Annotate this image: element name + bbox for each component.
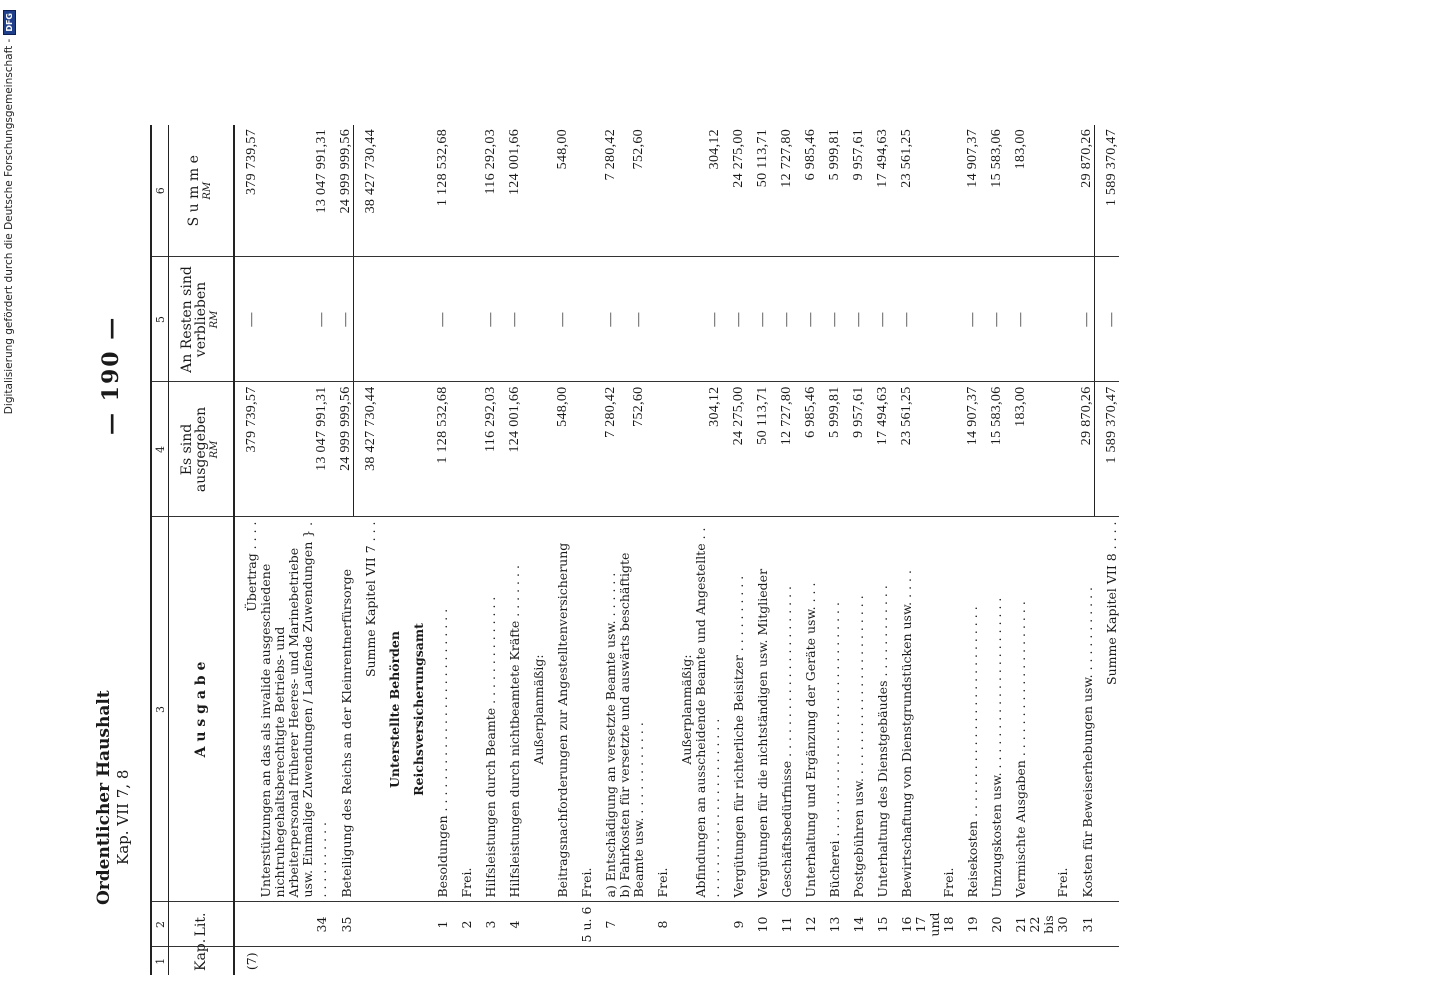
row-reste [1028,257,1070,382]
table-row [354,125,379,975]
row-description: Reichsversicherungsamt [402,517,426,902]
row-summe: 13 047 991,31 [259,125,329,257]
row-reste [402,257,426,382]
row-kap [694,947,722,975]
row-summe: 12 727,80 [770,125,794,257]
row-lit: 4 [498,902,522,947]
row-lit: 31 [1070,902,1095,947]
col-num-2: 2 [151,902,169,947]
row-description: Postgebühren usw. . . . . . . . . . . . . . . . . . . . . . . . [842,517,866,902]
row-kap [746,947,770,975]
row-reste: — [1095,257,1120,382]
row-description: Frei. [914,517,956,902]
row-lit [670,902,694,947]
row-reste: — [890,257,914,382]
row-ausgegeben: 14 907,37 [956,382,980,517]
table-row [1095,125,1120,975]
dfg-logo: DFG [3,10,16,35]
header-title: Ordentlicher Haushalt [94,690,114,905]
header-ausgabe-text: A u s g a b e [193,661,209,758]
col-num-6: 6 [151,125,169,257]
table-row [402,125,426,975]
row-kap [646,947,670,975]
row-ausgegeben: 12 727,80 [770,382,794,517]
row-ausgegeben: 7 280,42 [594,382,618,517]
row-lit: 15 [866,902,890,947]
row-description: Frei. [1028,517,1070,902]
row-reste [354,257,379,382]
row-description: Besoldungen . . . . . . . . . . . . . . . . . . . . . . . . . . [426,517,450,902]
row-lit [1095,902,1120,947]
row-summe: 548,00 [546,125,570,257]
row-summe [402,125,426,257]
row-kap [722,947,746,975]
row-kap [498,947,522,975]
row-lit: 20 [980,902,1004,947]
row-lit: 3 [474,902,498,947]
row-reste [646,257,670,382]
row-lit: 12 [794,902,818,947]
row-summe [570,125,594,257]
row-kap [402,947,426,975]
row-ausgegeben: 38 427 730,44 [354,382,379,517]
table-row [866,125,890,975]
row-reste: — [980,257,1004,382]
table-row [329,125,354,975]
row-ausgegeben: 17 494,63 [866,382,890,517]
row-kap [1070,947,1095,975]
row-kap [259,947,329,975]
row-lit: 35 [329,902,354,947]
digitization-credit [2,0,16,1000]
row-reste: — [694,257,722,382]
row-description: Außerplanmäßig: [522,517,546,902]
row-reste: — [546,257,570,382]
table-row [1004,125,1028,975]
row-ausgegeben: 379 739,57 [234,382,259,517]
row-description: Frei. [646,517,670,902]
row-lit: 5 u. 6 [570,902,594,947]
table-row [914,125,956,975]
row-reste: — [618,257,646,382]
col-num-4: 4 [151,382,169,517]
row-lit: 13 [818,902,842,947]
row-reste [378,257,402,382]
row-summe: 7 280,42 [594,125,618,257]
row-summe [646,125,670,257]
row-ausgegeben: 13 047 991,31 [259,382,329,517]
row-ausgegeben [378,382,402,517]
row-reste [670,257,694,382]
row-ausgegeben: 548,00 [546,382,570,517]
table-body [234,125,1119,975]
row-lit [546,902,570,947]
row-summe: 17 494,63 [866,125,890,257]
table-row [1070,125,1095,975]
unit-reste: RM [209,310,220,329]
row-summe: 304,12 [694,125,722,257]
column-number-row [151,125,169,975]
row-description: Summe Kapitel VII 7 . . . [354,517,379,902]
row-summe: 5 999,81 [818,125,842,257]
row-description: Frei. [450,517,474,902]
table-row [890,125,914,975]
row-ausgegeben: 23 561,25 [890,382,914,517]
row-kap [618,947,646,975]
header-reste [169,257,235,382]
row-reste: — [818,257,842,382]
budget-table [150,125,1119,975]
row-ausgegeben: 29 870,26 [1070,382,1095,517]
row-kap [329,947,354,975]
table-row [980,125,1004,975]
row-summe: 1 128 532,68 [426,125,450,257]
row-reste: — [866,257,890,382]
row-kap [426,947,450,975]
table-row [770,125,794,975]
header-kap: Kap. [169,947,235,975]
row-lit: 14 [842,902,866,947]
row-reste: — [1070,257,1095,382]
row-summe: 183,00 [1004,125,1028,257]
row-ausgegeben [402,382,426,517]
table-row [378,125,402,975]
row-reste [522,257,546,382]
row-lit: 1 [426,902,450,947]
row-reste: — [722,257,746,382]
row-ausgegeben: 116 292,03 [474,382,498,517]
row-summe: 15 583,06 [980,125,1004,257]
table-row [956,125,980,975]
row-description: b) Fahrkosten für versetzte und auswärts beschäftigte Beamte usw. . . . . . . . . . . . . [618,517,646,902]
row-kap [570,947,594,975]
row-summe: 14 907,37 [956,125,980,257]
row-ausgegeben: 50 113,71 [746,382,770,517]
row-summe: 6 985,46 [794,125,818,257]
row-reste: — [956,257,980,382]
table-row [794,125,818,975]
row-ausgegeben: 304,12 [694,382,722,517]
row-kap [956,947,980,975]
row-kap [474,947,498,975]
row-reste: — [234,257,259,382]
table-row [1028,125,1070,975]
row-lit: 10 [746,902,770,947]
row-ausgegeben [914,382,956,517]
header-reste-text: An Resten sind verblieben [179,266,209,373]
row-kap [914,947,956,975]
row-ausgegeben: 752,60 [618,382,646,517]
row-description: Bewirtschaftung von Dienstgrundstücken usw. . . . . [890,517,914,902]
col-num-3: 3 [151,517,169,902]
row-lit: 2 [450,902,474,947]
header-summe [169,125,235,257]
row-ausgegeben [570,382,594,517]
row-lit: 16 [890,902,914,947]
row-summe [914,125,956,257]
row-lit [402,902,426,947]
row-lit: 22 bis 30 [1028,902,1070,947]
row-ausgegeben: 6 985,46 [794,382,818,517]
row-description: Summe Kapitel VII 8 . . . . [1095,517,1120,902]
row-description: Vergütungen für richterliche Beisitzer . . . . . . . . . . [722,517,746,902]
row-reste: — [259,257,329,382]
row-summe: 23 561,25 [890,125,914,257]
col-num-1: 1 [151,947,169,975]
row-ausgegeben [670,382,694,517]
row-kap [1004,947,1028,975]
unit-summe: RM [202,181,213,200]
table-row [618,125,646,975]
page-header [88,125,148,975]
row-reste: — [842,257,866,382]
row-reste: — [594,257,618,382]
row-kap [354,947,379,975]
row-summe: 50 113,71 [746,125,770,257]
row-reste: — [426,257,450,382]
col-num-5: 5 [151,257,169,382]
row-kap [818,947,842,975]
row-lit: 34 [259,902,329,947]
row-description: Übertrag . . . . [234,517,259,902]
row-description: Frei. [570,517,594,902]
row-lit: 7 [594,902,618,947]
row-lit: 17 und 18 [914,902,956,947]
row-kap [980,947,1004,975]
row-ausgegeben [450,382,474,517]
row-ausgegeben: 1 589 370,47 [1095,382,1120,517]
table-row [546,125,570,975]
row-ausgegeben: 183,00 [1004,382,1028,517]
row-lit: 19 [956,902,980,947]
table-row [522,125,546,975]
row-lit [354,902,379,947]
row-kap [890,947,914,975]
table-row [426,125,450,975]
table-row [670,125,694,975]
row-summe: 24 999 999,56 [329,125,354,257]
table-row [722,125,746,975]
row-lit: 21 [1004,902,1028,947]
page-number: — 190 — [98,315,124,435]
row-summe: 24 275,00 [722,125,746,257]
row-ausgegeben: 24 999 999,56 [329,382,354,517]
row-reste [450,257,474,382]
row-kap [546,947,570,975]
row-summe [378,125,402,257]
row-description: Umzugskosten usw. . . . . . . . . . . . . . . . . . . . . . . [980,517,1004,902]
row-reste [570,257,594,382]
header-ausgegeben [169,382,235,517]
row-summe: 29 870,26 [1070,125,1095,257]
row-summe [1028,125,1070,257]
row-kap [794,947,818,975]
row-description: Unterhaltung und Ergänzung der Geräte usw. . . . [794,517,818,902]
row-summe [670,125,694,257]
row-ausgegeben [522,382,546,517]
row-summe: 1 589 370,47 [1095,125,1120,257]
unit-ausgegeben: RM [209,440,220,459]
row-ausgegeben: 1 128 532,68 [426,382,450,517]
row-reste: — [1004,257,1028,382]
table-row [234,125,259,975]
row-description: Unterstützungen an das als invalide ausgeschiedene nichtruhegehaltsberechtigte Betriebs- und Arbeiterpersonal früherer Heeres- und Marinebetriebe usw. Einmalige Zuwendungen / Laufende Zuwendungen } . . . . . . . . . . . [259,517,329,902]
table-row [474,125,498,975]
row-lit [378,902,402,947]
table-row [498,125,522,975]
row-ausgegeben [1028,382,1070,517]
row-reste [914,257,956,382]
table-row [818,125,842,975]
row-kap [522,947,546,975]
table-row [450,125,474,975]
row-lit: 8 [646,902,670,947]
row-kap: (7) [244,952,259,971]
row-description: Hilfsleistungen durch nichtbeamtete Kräfte . . . . . . . [498,517,522,902]
row-description: Kosten für Beweiserhebungen usw. . . . . . . . . . . . [1070,517,1095,902]
row-summe: 752,60 [618,125,646,257]
row-summe: 379 739,57 [234,125,259,257]
rotated-page [80,125,1330,975]
row-kap [1028,947,1070,975]
header-lit: Lit. [169,902,235,947]
row-description: Beteiligung des Reichs an der Kleinrentnerfürsorge [329,517,354,902]
row-summe: 116 292,03 [474,125,498,257]
row-reste: — [746,257,770,382]
row-lit: 9 [722,902,746,947]
row-description: Bücherei . . . . . . . . . . . . . . . . . . . . . . . . . . . . . . [818,517,842,902]
header-ausgabe [169,517,235,902]
table-row [594,125,618,975]
row-ausgegeben: 15 583,06 [980,382,1004,517]
header-subtitle: Kap. VII 7, 8 [114,769,132,865]
row-reste: — [329,257,354,382]
row-kap [378,947,402,975]
row-description: a) Entschädigung an versetzte Beamte usw. . . . . . . [594,517,618,902]
table-row [842,125,866,975]
row-description: Beitragsnachforderungen zur Angestelltenversicherung [546,517,570,902]
row-ausgegeben: 5 999,81 [818,382,842,517]
row-ausgegeben: 124 001,66 [498,382,522,517]
row-ausgegeben: 9 957,61 [842,382,866,517]
row-ausgegeben: 24 275,00 [722,382,746,517]
header-summe-text: S u m m e [186,155,202,227]
row-summe [450,125,474,257]
row-reste: — [498,257,522,382]
table-row [694,125,722,975]
column-header-row [169,125,235,975]
row-summe [522,125,546,257]
table-row [259,125,329,975]
row-reste: — [770,257,794,382]
row-kap [450,947,474,975]
table-row [746,125,770,975]
row-description: Außerplanmäßig: [670,517,694,902]
row-reste: — [474,257,498,382]
row-kap [770,947,794,975]
row-description: Vergütungen für die nichtständigen usw. Mitglieder [746,517,770,902]
row-lit [234,902,259,947]
header-title-block [94,690,132,905]
row-description: Geschäftsbedürfnisse . . . . . . . . . . . . . . . . . . . . . . [770,517,794,902]
row-description: Unterstellte Behörden [378,517,402,902]
row-lit [618,902,646,947]
row-kap [670,947,694,975]
row-summe: 124 001,66 [498,125,522,257]
row-summe: 9 957,61 [842,125,866,257]
credit-text: Digitalisierung gefördert durch die Deutsche Forschungsgemeinschaft - [3,38,15,415]
row-description: Hilfsleistungen durch Beamte . . . . . . . . . . . . . . [474,517,498,902]
table-row [646,125,670,975]
row-description: Reisekosten . . . . . . . . . . . . . . . . . . . . . . . . . . . [956,517,980,902]
row-description: Abfindungen an ausscheidende Beamte und Angestellte . . . . . . . . . . . . . . . . . . . . . . . . . [694,517,722,902]
row-lit: 11 [770,902,794,947]
row-lit [522,902,546,947]
row-description: Vermischte Ausgaben . . . . . . . . . . . . . . . . . . . . [1004,517,1028,902]
row-kap [594,947,618,975]
row-reste: — [794,257,818,382]
row-kap [1095,947,1120,975]
row-summe: 38 427 730,44 [354,125,379,257]
header-ausgegeben-text: Es sind ausgegeben [179,406,209,493]
table-row [570,125,594,975]
row-kap [866,947,890,975]
row-description: Unterhaltung des Dienstgebäudes . . . . . . . . . . . . [866,517,890,902]
row-kap [842,947,866,975]
row-ausgegeben [646,382,670,517]
row-lit [694,902,722,947]
